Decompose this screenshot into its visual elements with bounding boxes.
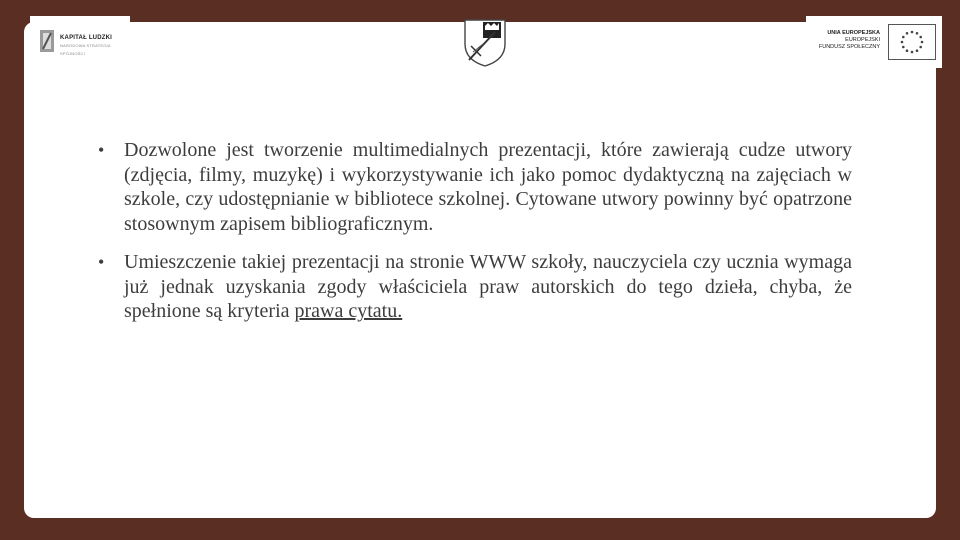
bullet-marker: • <box>98 252 105 272</box>
eu-line-2: EUROPEJSKI <box>845 37 880 43</box>
kapital-ludzki-logo <box>30 16 130 64</box>
kapital-ludzki-text: KAPITAŁ LUDZKI <box>60 35 113 41</box>
bullet-item-2 <box>98 250 852 324</box>
kapital-ludzki-mark-icon <box>40 30 54 52</box>
prawa-cytatu-link[interactable]: prawa cytatu. <box>294 300 403 322</box>
bullet-item-1 <box>98 138 852 236</box>
bullet-text-1: Dozwolone jest tworzenie multimedialnych prezentacji, które zawierają cudze utwory (zdjęcia, filmy, muzykę) i wykorzystywanie ich jako pomoc dydaktyczną na zajęciach w szkole, czy udostępnianie w bibliotece szkolnej. Cytowane utwory powinny być opatrzone stosownym zapisem bibliograficznym. <box>124 139 852 235</box>
kapital-ludzki-subtext: NARODOWA STRATEGIA SPÓJNOŚCI <box>60 43 111 56</box>
bullet-text-2: Umieszczenie takiej prezentacji na stronie WWW szkoły, nauczyciela czy ucznia wymaga już jednak uzyskania zgody właściciela praw autorskich do tego dzieła, chyba, że spełnione są kryteria <box>124 251 852 322</box>
eu-flag-icon <box>888 24 936 60</box>
crest-icon <box>461 16 509 68</box>
slide-content <box>98 138 852 338</box>
eu-line-3: FUNDUSZ SPOŁECZNY <box>818 44 880 50</box>
bullet-marker: • <box>98 140 105 160</box>
eu-logo <box>806 16 942 68</box>
eu-line-1: UNIA EUROPEJSKA <box>827 30 880 36</box>
